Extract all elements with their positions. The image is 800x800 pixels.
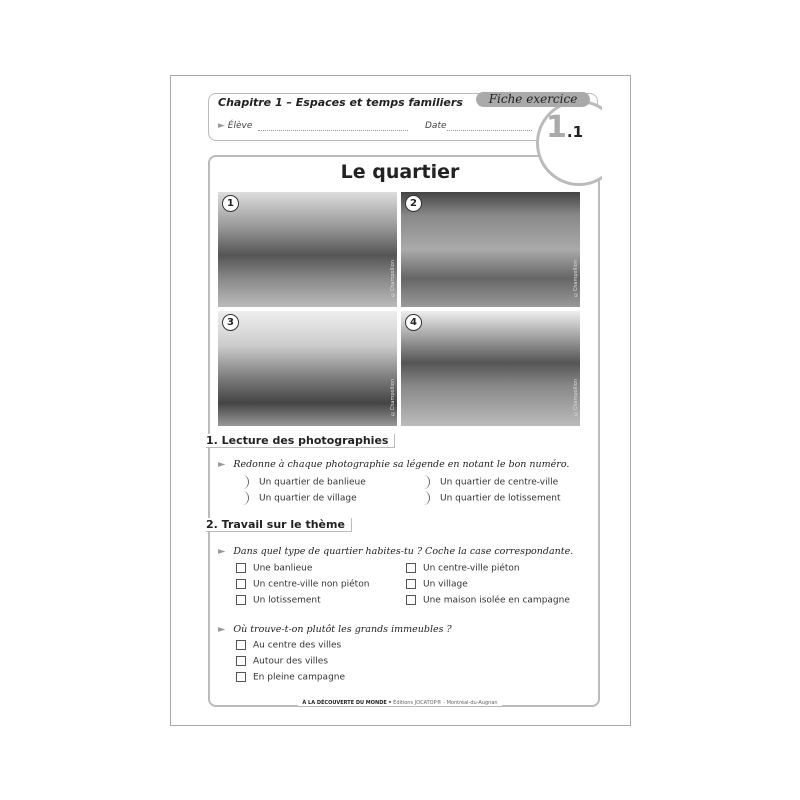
- page-title: Le quartier: [340, 161, 460, 183]
- checkbox-option[interactable]: [236, 579, 369, 590]
- option-label: Un centre-ville piéton: [423, 563, 520, 574]
- answer-bracket[interactable]: [417, 491, 430, 505]
- question-text: Où trouve-t-on plutôt les grands immeubles ?: [233, 624, 452, 635]
- option-label: Un quartier de banlieue: [259, 477, 366, 488]
- arrow-icon: ►: [218, 121, 225, 131]
- checkbox[interactable]: [236, 656, 246, 666]
- match-option[interactable]: [417, 475, 558, 489]
- sheet-type-badge: Fiche exercice: [476, 92, 590, 107]
- student-line[interactable]: [258, 130, 408, 131]
- sheet-number: [546, 110, 583, 145]
- photo-credit: ©Champollion: [573, 378, 579, 416]
- photo-2: [401, 192, 580, 307]
- instruction-text: Redonne à chaque photographie sa légende en notant le bon numéro.: [233, 459, 570, 470]
- photo-number: 3: [222, 314, 239, 331]
- checkbox[interactable]: [406, 579, 416, 589]
- checkbox[interactable]: [406, 563, 416, 573]
- arrow-icon: ►: [218, 624, 226, 635]
- sheet-number-major: 1: [546, 110, 567, 145]
- checkbox-option[interactable]: [236, 595, 321, 606]
- match-option[interactable]: [417, 491, 561, 505]
- option-label: Un lotissement: [253, 595, 321, 606]
- footer-publisher: Éditions JOCATOP® - Montréal-du-Augnan: [393, 700, 498, 706]
- sheet-number-minor: .1: [566, 123, 584, 141]
- option-label: Une banlieue: [253, 563, 313, 574]
- checkbox-option[interactable]: [406, 579, 468, 590]
- option-label: Au centre des villes: [253, 640, 342, 651]
- option-label: Un quartier de centre-ville: [440, 477, 559, 488]
- section-1-instruction: [218, 459, 569, 470]
- option-label: En pleine campagne: [253, 672, 346, 683]
- photo-4: [401, 311, 580, 426]
- arrow-icon: ►: [218, 546, 226, 557]
- photo-number: 2: [405, 195, 422, 212]
- checkbox[interactable]: [236, 672, 246, 682]
- answer-bracket[interactable]: [236, 491, 249, 505]
- checkbox-option[interactable]: [406, 595, 570, 606]
- option-label: Un village: [423, 579, 468, 590]
- photo-1: [218, 192, 397, 307]
- photo-3: [218, 311, 397, 426]
- option-label: Autour des villes: [253, 656, 329, 667]
- checkbox-option[interactable]: [236, 563, 312, 574]
- student-label: Élève: [227, 121, 253, 131]
- question-2: [218, 624, 452, 635]
- section-2-heading: 2. Travail sur le thème: [206, 518, 352, 532]
- checkbox[interactable]: [236, 595, 246, 605]
- date-label: Date: [425, 121, 447, 131]
- option-label: Un quartier de lotissement: [440, 493, 561, 504]
- option-label: Un quartier de village: [259, 493, 357, 504]
- date-line[interactable]: [447, 130, 532, 131]
- checkbox-option[interactable]: [406, 563, 520, 574]
- question-1: [218, 546, 573, 557]
- footer: [0, 700, 800, 706]
- photo-number: 4: [405, 314, 422, 331]
- checkbox-option[interactable]: [236, 656, 328, 667]
- photo-credit: ©Champollion: [390, 259, 396, 297]
- checkbox-option[interactable]: [236, 672, 345, 683]
- question-text: Dans quel type de quartier habites-tu ? Coche la case correspondante.: [233, 546, 574, 557]
- photo-number: 1: [222, 195, 239, 212]
- student-field: [218, 121, 252, 131]
- checkbox-option[interactable]: [236, 640, 341, 651]
- chapter-title: Chapitre 1 – Espaces et temps familiers: [218, 96, 463, 109]
- checkbox[interactable]: [236, 640, 246, 650]
- answer-bracket[interactable]: [417, 475, 430, 489]
- checkbox[interactable]: [406, 595, 416, 605]
- option-label: Un centre-ville non piéton: [253, 579, 370, 590]
- photo-credit: ©Champollion: [573, 259, 579, 297]
- match-option[interactable]: [236, 491, 357, 505]
- option-label: Une maison isolée en campagne: [423, 595, 570, 606]
- checkbox[interactable]: [236, 579, 246, 589]
- answer-bracket[interactable]: [236, 475, 249, 489]
- section-1-heading: 1. Lecture des photographies: [206, 434, 395, 448]
- photo-credit: ©Champollion: [390, 378, 396, 416]
- arrow-icon: ►: [218, 459, 226, 470]
- checkbox[interactable]: [236, 563, 246, 573]
- match-option[interactable]: [236, 475, 366, 489]
- footer-separator: •: [388, 700, 392, 706]
- footer-series: À LA DÉCOUVERTE DU MONDE: [302, 700, 387, 706]
